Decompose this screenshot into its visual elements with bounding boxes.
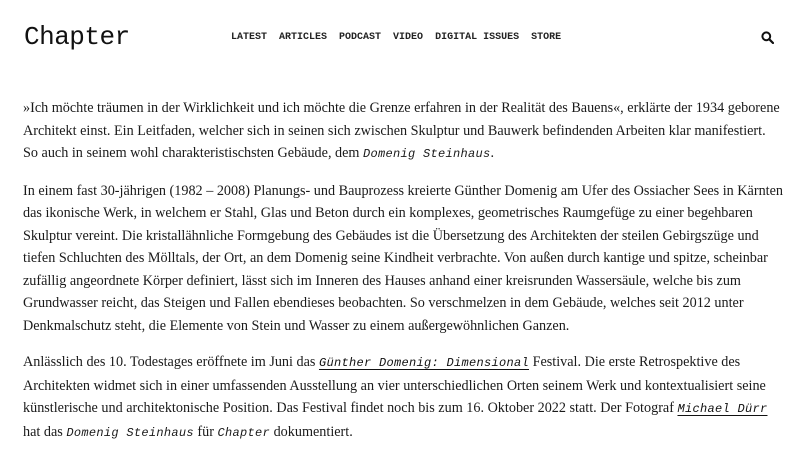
paragraph-3-end: dokumentiert. (270, 423, 353, 440)
steinhaus-highlight: Domenig Steinhaus (363, 147, 491, 161)
paragraph-3 (23, 351, 783, 444)
nav-articles[interactable]: ARTICLES (279, 32, 328, 43)
photographer-link[interactable]: Michael Dürr (677, 402, 768, 416)
paragraph-3-mid2: hat das (23, 423, 67, 440)
paragraph-1-end: . (490, 145, 495, 161)
paragraph-2: In einem fast 30-jährigen (1982 – 2008) Planungs- und Bauprozess kreierte Günther Domenig am Ufer des Ossiacher Sees in Kärnten das ikonische Werk, in welchem er Stahl, Glas und Beton durch ein komplexes, geometrisches Raumgefüge zu einer begehbaren Skulptur vereint. Die kristallähnliche Formgebung des Gebäudes ist die Übersetzung des Architekten der steilen Gebirgszüge und tiefen Schluchten des Mölltals, der Ort, an dem Domenig seine Kindheit verbrachte. Von außen durch kantige und spitze, scheinbar zufällig angeordnete Körper definiert, lässt sich im Inneren des Hauses anhand einer kreisrunden Wassersäule, welche bis zum Grundwasser reicht, das Steigen und Fallen ebendieses beobachten. So verschmelzen in dem Gebäude, welches seit 2012 unter Denkmalschutz steht, die Elemente von Stein und Wasser zu einem außergewöhnlichen Ganzen. (23, 182, 784, 334)
site-logo[interactable]: Chapter (24, 22, 130, 52)
steinhaus-mention: Domenig Steinhaus (66, 425, 194, 440)
search-icon[interactable] (761, 31, 774, 44)
nav-latest[interactable]: LATEST (231, 32, 268, 43)
paragraph-3-fuer: für (193, 423, 218, 440)
paragraph-3-mid: Festival. Die erste Retrospektive des Architekten widmet sich in einer umfassenden Ausstellung an vier unterschiedlichen Orten seinem Werk und kontextualisiert seine künstlerische und architektonische Position. Das Festival findet noch bis zum 16. Oktober 2022 statt. Der Fotograf (23, 354, 766, 416)
nav-digital-issues[interactable]: DIGITAL ISSUES (435, 32, 520, 43)
site-header (0, 0, 800, 74)
nav-video[interactable]: VIDEO (393, 32, 424, 43)
chapter-mention: Chapter (217, 425, 271, 440)
paragraph-3-start: Anlässlich des 10. Todestages eröffnete im Juni das (23, 354, 319, 370)
article-body (23, 97, 783, 458)
main-nav (231, 32, 573, 43)
paragraph-1 (23, 97, 783, 166)
nav-podcast[interactable]: PODCAST (339, 32, 382, 43)
paragraph-1-text: »Ich möchte träumen in der Wirklichkeit und ich möchte die Grenze erfahren in der Realität des Bauens«, erklärte der 1934 geborene Architekt einst. Ein Leitfaden, welcher sich in seinen sich zwischen Skulptur und Bauwerk befindenden Arbeiten klar manifestiert. So auch in seinem wohl charakteristischsten Gebäude, dem (23, 100, 780, 161)
nav-store[interactable]: STORE (531, 32, 562, 43)
festival-link[interactable]: Günther Domenig: Dimensional (318, 356, 530, 370)
